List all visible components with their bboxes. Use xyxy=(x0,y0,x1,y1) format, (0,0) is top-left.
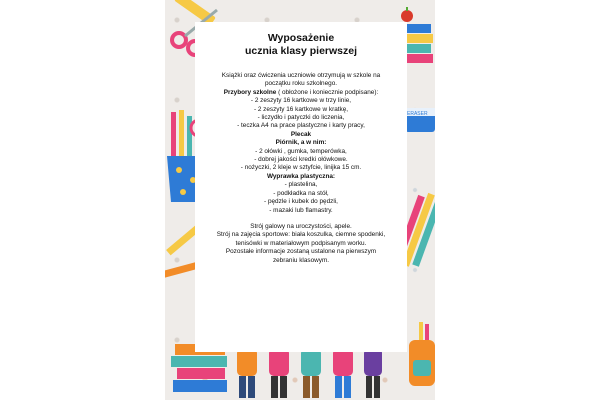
spacer xyxy=(195,215,407,223)
plecak-heading: Plecak xyxy=(290,130,312,138)
piornik-heading: Piórnik, a w nim: xyxy=(275,139,327,147)
backpack-decoration xyxy=(405,322,435,392)
list-item: - plastelina, xyxy=(284,181,318,189)
footer-line: tenisówki w materiałowym podpisanym worku. xyxy=(235,239,367,247)
footer-line: Strój na zajęcia sportowe: biała koszulka, ciemne spodenki, xyxy=(216,231,386,239)
przybory-heading: Przybory szkolne xyxy=(223,88,277,96)
przybory-heading-line xyxy=(195,89,407,97)
wyprawka-heading: Wyprawka plastyczna: xyxy=(266,172,336,180)
eraser-decoration xyxy=(403,102,435,142)
title-line: ucznia klasy pierwszej xyxy=(244,45,358,57)
list-item: - 2 zeszyty 16 kartkowe w trzy linie, xyxy=(250,97,352,105)
poster xyxy=(165,0,435,400)
eraser-label: ERASER xyxy=(407,111,428,117)
list-item: - podkładka na stół, xyxy=(273,189,329,197)
przybory-heading-note: ( obłożone i koniecznie podpisane): xyxy=(276,88,379,96)
list-item: - liczydło i patyczki do liczenia, xyxy=(257,114,345,122)
footer-line: Strój galowy na uroczystości, apele. xyxy=(250,222,352,230)
page-title xyxy=(195,32,407,58)
list-item: - pędzle i kubek do pędzli, xyxy=(264,198,338,206)
title-line: Wyposażenie xyxy=(267,32,335,44)
list-item: - dobrej jakości kredki ołówkowe. xyxy=(254,156,348,164)
supplies-list xyxy=(195,72,407,265)
footer-line: zebraniu klasowym. xyxy=(272,256,330,264)
list-item: - 2 ołówki , gumka, temperówka, xyxy=(255,147,347,155)
list-item: - mazaki lub flamastry. xyxy=(269,206,333,214)
content-card xyxy=(195,22,407,352)
footer-line: Pozostałe informacje zostaną ustalone na pierwszym xyxy=(225,248,377,256)
intro-line: początku roku szkolnego. xyxy=(264,80,338,88)
intro-line: Książki oraz ćwiczenia uczniowie otrzymują w szkole na xyxy=(221,72,381,79)
list-item: - nożyczki, 2 kleje w sztyfcie, linijka 15 cm. xyxy=(240,164,362,172)
list-item: - 2 zeszyty 16 kartkowe w kratkę, xyxy=(253,105,349,113)
list-item: - teczka A4 na prace plastyczne i karty pracy, xyxy=(237,122,365,130)
